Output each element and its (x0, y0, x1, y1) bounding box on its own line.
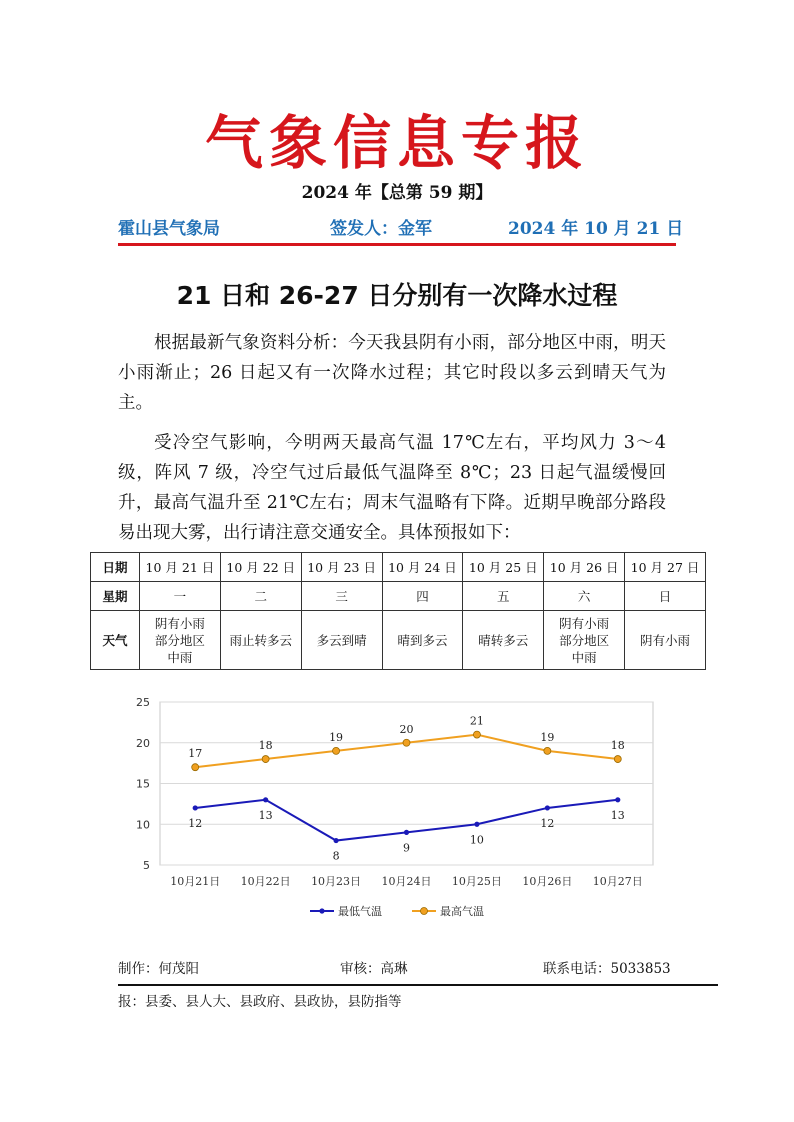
header-rule (118, 243, 676, 246)
weather-cell: 阴有小雨 部分地区 中雨 (140, 611, 221, 670)
x-tick-label: 10月24日 (381, 875, 432, 888)
data-label: 10 (469, 833, 484, 847)
data-point (614, 756, 621, 763)
data-point (192, 764, 199, 771)
y-tick-label: 15 (136, 777, 150, 791)
masthead-title: 气象信息专报 (204, 109, 589, 177)
data-label: 8 (332, 849, 340, 863)
data-point (545, 806, 549, 810)
data-label: 17 (188, 747, 203, 761)
data-point (403, 739, 410, 746)
footer-rule (118, 984, 718, 986)
legend-marker (320, 909, 324, 913)
weekday-cell: 二 (220, 582, 301, 611)
data-point (333, 747, 340, 754)
data-label: 9 (403, 841, 410, 855)
x-tick-label: 10月27日 (592, 875, 643, 888)
headline: 21 日和 26-27 日分别有一次降水过程 (176, 281, 618, 310)
data-point (473, 731, 480, 738)
table-row-weekdays (91, 582, 706, 611)
date-cell: 10 月 26 日 (544, 553, 625, 582)
y-tick-label: 20 (136, 736, 150, 750)
data-point (544, 747, 551, 754)
row-header-date: 日期 (91, 553, 140, 582)
weekday-cell: 三 (301, 582, 382, 611)
data-label: 19 (329, 730, 344, 744)
data-label: 21 (469, 714, 484, 728)
data-label: 19 (540, 730, 555, 744)
data-label: 12 (540, 816, 555, 830)
x-tick-label: 10月26日 (522, 875, 573, 888)
y-tick-label: 25 (136, 696, 150, 709)
data-point (616, 798, 620, 802)
maker: 制作：何茂阳 (118, 961, 199, 977)
issue-number: 2024 年【总第 59 期】 (301, 183, 493, 203)
reviewer: 审核：高琳 (340, 961, 408, 977)
row-header-weather: 天气 (91, 611, 140, 670)
weekday-cell: 四 (382, 582, 463, 611)
weekday-cell: 日 (625, 582, 706, 611)
report-to: 报：县委、县人大、县政府、县政协，县防指等 (118, 994, 402, 1010)
signer: 签发人：金军 (330, 219, 432, 239)
date-cell: 10 月 27 日 (625, 553, 706, 582)
issue-date: 2024 年 10 月 21 日 (508, 219, 684, 239)
data-point (193, 806, 197, 810)
weather-cell: 晴转多云 (463, 611, 544, 670)
weather-cell: 多云到晴 (301, 611, 382, 670)
y-tick-label: 5 (143, 859, 150, 872)
x-tick-label: 10月22日 (240, 875, 291, 888)
data-label: 18 (610, 739, 625, 753)
weather-cell: 阴有小雨 部分地区 中雨 (544, 611, 625, 670)
data-point (262, 756, 269, 763)
y-tick-label: 10 (136, 818, 150, 832)
data-point (404, 830, 408, 834)
forecast-table (90, 552, 706, 670)
weather-cell: 晴到多云 (382, 611, 463, 670)
date-cell: 10 月 21 日 (140, 553, 221, 582)
data-label: 12 (188, 816, 203, 830)
data-label: 13 (258, 808, 273, 822)
date-cell: 10 月 22 日 (220, 553, 301, 582)
data-point (263, 798, 267, 802)
x-tick-label: 10月21日 (170, 875, 221, 888)
data-point (334, 838, 338, 842)
weather-cell: 阴有小雨 (625, 611, 706, 670)
weather-cell: 雨止转多云 (220, 611, 301, 670)
date-cell: 10 月 23 日 (301, 553, 382, 582)
table-row-dates (91, 553, 706, 582)
data-label: 18 (258, 739, 273, 753)
date-cell: 10 月 24 日 (382, 553, 463, 582)
legend-label: 最低气温 (338, 905, 382, 918)
weekday-cell: 六 (544, 582, 625, 611)
data-point (475, 822, 479, 826)
temperature-chart (118, 690, 678, 925)
agency-name: 霍山县气象局 (118, 219, 220, 239)
legend-label: 最高气温 (440, 905, 484, 918)
paragraph-1: 根据最新气象资料分析：今天我县阴有小雨，部分地区中雨，明天小雨渐止；26 日起又有一次降水过程；其它时段以多云到晴天气为主。 (118, 333, 666, 413)
row-header-weekday: 星期 (91, 582, 140, 611)
contact-phone: 联系电话：5033853 (543, 961, 671, 977)
paragraph-2: 受冷空气影响，今明两天最高气温 17℃左右，平均风力 3～4 级，阵风 7 级，冷空气过后最低气温降至 8℃；23 日起气温缓慢回升，最高气温升至 21℃左右；周末气温略有下降。近期早晚部分路段易出现大雾，出行请注意交通安全。具体预报如下： (118, 433, 666, 543)
data-label: 20 (399, 722, 414, 736)
x-tick-label: 10月25日 (451, 875, 502, 888)
x-tick-label: 10月23日 (311, 875, 362, 888)
data-label: 13 (610, 808, 625, 822)
date-cell: 10 月 25 日 (463, 553, 544, 582)
weekday-cell: 五 (463, 582, 544, 611)
weekday-cell: 一 (140, 582, 221, 611)
table-row-weather (91, 611, 706, 670)
legend-marker (421, 908, 428, 915)
